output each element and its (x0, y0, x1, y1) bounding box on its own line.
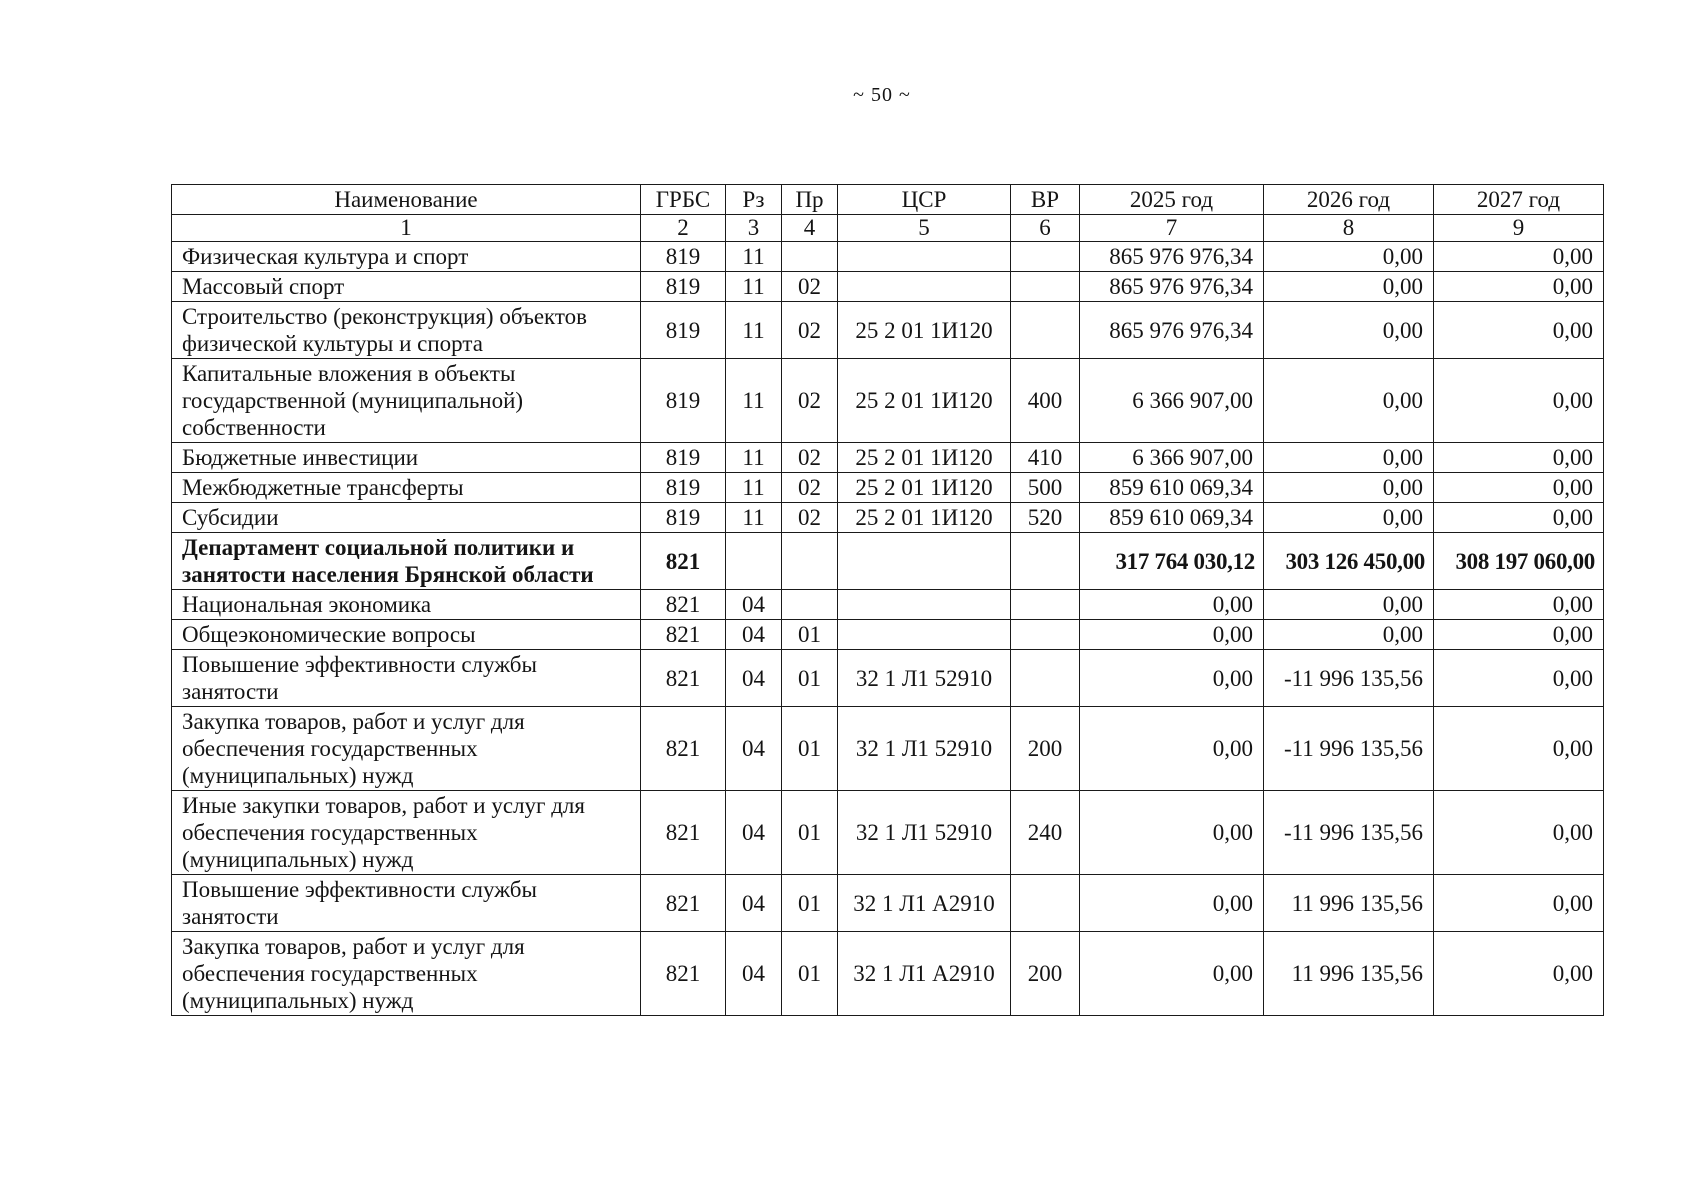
table-row (172, 620, 1604, 650)
cell-amount-2025: 859 610 069,34 (1080, 473, 1264, 503)
table-row (172, 791, 1604, 875)
cell-vr (1011, 650, 1080, 707)
cell-amount-2027: 0,00 (1434, 932, 1604, 1016)
cell-vr (1011, 272, 1080, 302)
cell-amount-2026: 0,00 (1264, 359, 1434, 443)
cell-grbs: 819 (641, 302, 726, 359)
header-vr: ВР (1011, 185, 1080, 215)
cell-name: Повышение эффективности службы занятости (172, 650, 641, 707)
table-row (172, 707, 1604, 791)
cell-vr (1011, 533, 1080, 590)
cell-amount-2026: 0,00 (1264, 503, 1434, 533)
cell-rz: 04 (726, 620, 782, 650)
cell-amount-2025: 859 610 069,34 (1080, 503, 1264, 533)
cell-name: Общеэкономические вопросы (172, 620, 641, 650)
column-number: 1 (172, 215, 641, 242)
table-row (172, 272, 1604, 302)
cell-amount-2025: 0,00 (1080, 590, 1264, 620)
cell-pr: 01 (782, 620, 838, 650)
cell-rz: 11 (726, 443, 782, 473)
column-number: 4 (782, 215, 838, 242)
cell-grbs: 821 (641, 707, 726, 791)
cell-rz: 04 (726, 590, 782, 620)
cell-vr: 200 (1011, 707, 1080, 791)
cell-rz: 04 (726, 875, 782, 932)
cell-amount-2026: -11 996 135,56 (1264, 791, 1434, 875)
cell-name: Повышение эффективности службы занятости (172, 875, 641, 932)
cell-rz: 04 (726, 932, 782, 1016)
cell-rz: 11 (726, 503, 782, 533)
cell-vr (1011, 875, 1080, 932)
cell-csr: 25 2 01 1И120 (838, 473, 1011, 503)
cell-name: Капитальные вложения в объекты государственной (муниципальной) собственности (172, 359, 641, 443)
cell-csr: 25 2 01 1И120 (838, 503, 1011, 533)
cell-rz: 11 (726, 473, 782, 503)
cell-vr (1011, 302, 1080, 359)
cell-csr: 32 1 Л1 52910 (838, 707, 1011, 791)
cell-vr: 500 (1011, 473, 1080, 503)
budget-table (171, 184, 1604, 1016)
cell-amount-2027: 0,00 (1434, 590, 1604, 620)
column-number: 7 (1080, 215, 1264, 242)
cell-name: Национальная экономика (172, 590, 641, 620)
cell-vr (1011, 590, 1080, 620)
cell-amount-2025: 0,00 (1080, 620, 1264, 650)
cell-name: Закупка товаров, работ и услуг для обеспечения государственных (муниципальных) нужд (172, 932, 641, 1016)
cell-name: Закупка товаров, работ и услуг для обеспечения государственных (муниципальных) нужд (172, 707, 641, 791)
cell-amount-2025: 317 764 030,12 (1080, 533, 1264, 590)
cell-amount-2025: 0,00 (1080, 650, 1264, 707)
cell-csr (838, 272, 1011, 302)
cell-rz: 04 (726, 791, 782, 875)
header-pr: Пр (782, 185, 838, 215)
cell-pr: 02 (782, 443, 838, 473)
cell-amount-2027: 0,00 (1434, 707, 1604, 791)
cell-rz: 11 (726, 359, 782, 443)
header-2025: 2025 год (1080, 185, 1264, 215)
cell-amount-2026: 11 996 135,56 (1264, 932, 1434, 1016)
cell-amount-2026: 0,00 (1264, 590, 1434, 620)
cell-vr (1011, 242, 1080, 272)
header-2026: 2026 год (1264, 185, 1434, 215)
cell-amount-2025: 865 976 976,34 (1080, 302, 1264, 359)
cell-amount-2027: 0,00 (1434, 620, 1604, 650)
cell-grbs: 821 (641, 620, 726, 650)
cell-pr: 01 (782, 932, 838, 1016)
cell-pr: 02 (782, 272, 838, 302)
cell-grbs: 821 (641, 590, 726, 620)
cell-amount-2026: 0,00 (1264, 620, 1434, 650)
cell-amount-2026: 0,00 (1264, 473, 1434, 503)
table-row (172, 359, 1604, 443)
cell-grbs: 819 (641, 503, 726, 533)
column-number: 9 (1434, 215, 1604, 242)
cell-pr: 01 (782, 791, 838, 875)
cell-amount-2027: 0,00 (1434, 473, 1604, 503)
cell-rz: 11 (726, 272, 782, 302)
table-body (172, 242, 1604, 1016)
cell-csr: 25 2 01 1И120 (838, 443, 1011, 473)
cell-grbs: 819 (641, 242, 726, 272)
column-number: 5 (838, 215, 1011, 242)
header-row (172, 185, 1604, 215)
table-row (172, 443, 1604, 473)
cell-csr: 25 2 01 1И120 (838, 302, 1011, 359)
cell-grbs: 821 (641, 875, 726, 932)
cell-amount-2027: 0,00 (1434, 302, 1604, 359)
cell-grbs: 821 (641, 791, 726, 875)
cell-name: Строительство (реконструкция) объектов физической культуры и спорта (172, 302, 641, 359)
table-row (172, 932, 1604, 1016)
page-number: ~ 50 ~ (853, 84, 911, 106)
cell-amount-2026: 0,00 (1264, 302, 1434, 359)
cell-amount-2025: 0,00 (1080, 932, 1264, 1016)
cell-grbs: 819 (641, 443, 726, 473)
cell-amount-2025: 0,00 (1080, 707, 1264, 791)
cell-pr: 01 (782, 875, 838, 932)
cell-amount-2025: 865 976 976,34 (1080, 272, 1264, 302)
cell-name: Иные закупки товаров, работ и услуг для обеспечения государственных (муниципальных) нужд (172, 791, 641, 875)
cell-csr: 32 1 Л1 А2910 (838, 932, 1011, 1016)
cell-pr (782, 533, 838, 590)
table-row (172, 242, 1604, 272)
cell-pr (782, 242, 838, 272)
table-row (172, 473, 1604, 503)
cell-csr: 32 1 Л1 А2910 (838, 875, 1011, 932)
table-row (172, 533, 1604, 590)
cell-amount-2025: 6 366 907,00 (1080, 443, 1264, 473)
cell-grbs: 821 (641, 533, 726, 590)
cell-rz: 04 (726, 650, 782, 707)
cell-vr: 410 (1011, 443, 1080, 473)
cell-name: Субсидии (172, 503, 641, 533)
column-number: 2 (641, 215, 726, 242)
cell-vr: 400 (1011, 359, 1080, 443)
cell-pr: 02 (782, 302, 838, 359)
header-2027: 2027 год (1434, 185, 1604, 215)
cell-csr: 25 2 01 1И120 (838, 359, 1011, 443)
cell-csr (838, 590, 1011, 620)
cell-amount-2026: 0,00 (1264, 443, 1434, 473)
cell-pr: 02 (782, 503, 838, 533)
cell-amount-2027: 0,00 (1434, 875, 1604, 932)
column-number: 3 (726, 215, 782, 242)
cell-amount-2026: -11 996 135,56 (1264, 650, 1434, 707)
table-row (172, 650, 1604, 707)
cell-amount-2026: -11 996 135,56 (1264, 707, 1434, 791)
cell-pr: 02 (782, 473, 838, 503)
cell-rz (726, 533, 782, 590)
cell-csr: 32 1 Л1 52910 (838, 650, 1011, 707)
cell-rz: 11 (726, 302, 782, 359)
table-row (172, 302, 1604, 359)
cell-rz: 04 (726, 707, 782, 791)
cell-amount-2027: 308 197 060,00 (1434, 533, 1604, 590)
column-number: 6 (1011, 215, 1080, 242)
cell-vr: 200 (1011, 932, 1080, 1016)
cell-csr (838, 242, 1011, 272)
cell-grbs: 819 (641, 272, 726, 302)
column-number: 8 (1264, 215, 1434, 242)
cell-amount-2027: 0,00 (1434, 650, 1604, 707)
cell-amount-2027: 0,00 (1434, 242, 1604, 272)
cell-vr (1011, 620, 1080, 650)
header-name: Наименование (172, 185, 641, 215)
cell-csr (838, 533, 1011, 590)
cell-grbs: 819 (641, 359, 726, 443)
cell-name: Массовый спорт (172, 272, 641, 302)
column-number-row (172, 215, 1604, 242)
cell-pr (782, 590, 838, 620)
cell-amount-2026: 303 126 450,00 (1264, 533, 1434, 590)
cell-grbs: 819 (641, 473, 726, 503)
cell-amount-2025: 6 366 907,00 (1080, 359, 1264, 443)
header-rz: Рз (726, 185, 782, 215)
cell-csr: 32 1 Л1 52910 (838, 791, 1011, 875)
cell-pr: 02 (782, 359, 838, 443)
cell-amount-2027: 0,00 (1434, 503, 1604, 533)
cell-amount-2025: 865 976 976,34 (1080, 242, 1264, 272)
cell-amount-2027: 0,00 (1434, 791, 1604, 875)
cell-grbs: 821 (641, 650, 726, 707)
cell-vr: 520 (1011, 503, 1080, 533)
table-row (172, 590, 1604, 620)
cell-amount-2026: 0,00 (1264, 272, 1434, 302)
table-row (172, 503, 1604, 533)
cell-amount-2027: 0,00 (1434, 443, 1604, 473)
cell-amount-2027: 0,00 (1434, 359, 1604, 443)
cell-grbs: 821 (641, 932, 726, 1016)
header-grbs: ГРБС (641, 185, 726, 215)
cell-rz: 11 (726, 242, 782, 272)
cell-amount-2027: 0,00 (1434, 272, 1604, 302)
cell-name: Бюджетные инвестиции (172, 443, 641, 473)
cell-amount-2025: 0,00 (1080, 875, 1264, 932)
cell-pr: 01 (782, 707, 838, 791)
cell-amount-2025: 0,00 (1080, 791, 1264, 875)
cell-name: Департамент социальной политики и занятости населения Брянской области (172, 533, 641, 590)
cell-amount-2026: 11 996 135,56 (1264, 875, 1434, 932)
cell-name: Межбюджетные трансферты (172, 473, 641, 503)
cell-name: Физическая культура и спорт (172, 242, 641, 272)
cell-csr (838, 620, 1011, 650)
cell-amount-2026: 0,00 (1264, 242, 1434, 272)
cell-pr: 01 (782, 650, 838, 707)
table-row (172, 875, 1604, 932)
header-csr: ЦСР (838, 185, 1011, 215)
cell-vr: 240 (1011, 791, 1080, 875)
